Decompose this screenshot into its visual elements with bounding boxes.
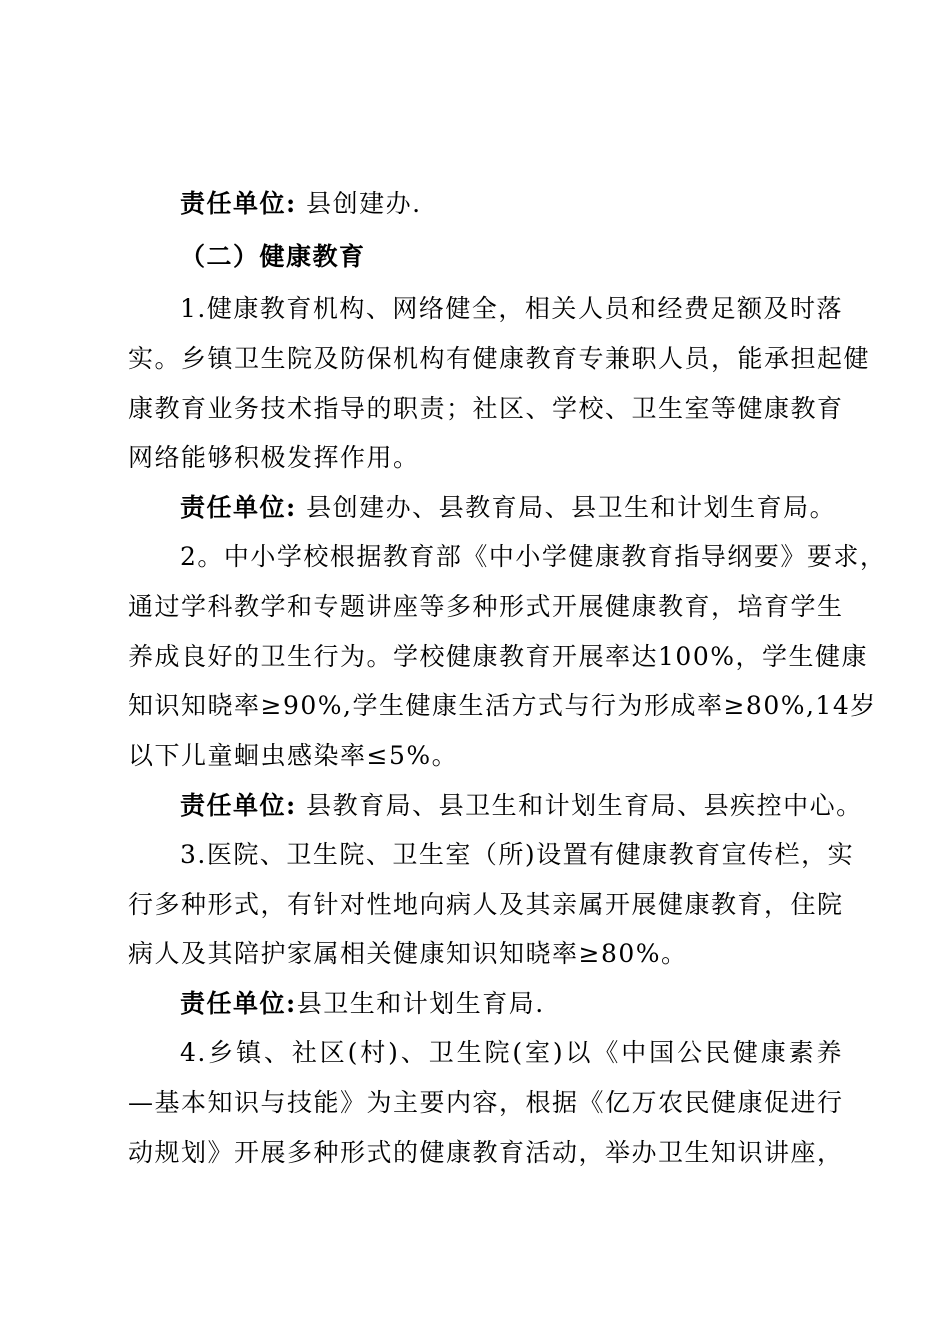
paragraph-line: 行多种形式，有针对性地向病人及其亲属开展健康教育，住院 xyxy=(128,890,844,919)
paragraph-line: 2。中小学校根据教育部《中小学健康教育指导纲要》要求， xyxy=(180,542,887,571)
responsibility-label: 责任单位: xyxy=(180,493,297,522)
paragraph-line: 通过学科教学和专题讲座等多种形式开展健康教育，培育学生 xyxy=(128,592,844,621)
paragraph-line: —基本知识与技能》为主要内容，根据《亿万农民健康促进行 xyxy=(128,1088,844,1117)
paragraph-line: 康教育业务技术指导的职责；社区、学校、卫生室等健康教育 xyxy=(128,394,844,423)
responsibility-line xyxy=(180,187,843,221)
paragraph-line: 3.医院、卫生院、卫生室（所)设置有健康教育宣传栏，实 xyxy=(180,840,855,869)
paragraph-line: 1.健康教育机构、网络健全，相关人员和经费足额及时落 xyxy=(180,294,843,323)
paragraph-line: 4.乡镇、社区(村)、卫生院(室)以《中国公民健康素养 xyxy=(180,1038,843,1067)
responsibility-line xyxy=(180,789,863,823)
responsibility-line xyxy=(180,987,843,1021)
responsibility-line xyxy=(180,491,843,525)
paragraph-line: 实。乡镇卫生院及防保机构有健康教育专兼职人员，能承担起健 xyxy=(128,344,871,373)
paragraph-line: 动规划》开展多种形式的健康教育活动，举办卫生知识讲座， xyxy=(128,1138,844,1167)
section-heading: （二）健康教育 xyxy=(180,242,366,271)
responsibility-label: 责任单位: xyxy=(180,189,297,218)
paragraph-line: 知识知晓率≥90%,学生健康生活方式与行为形成率≥80%,14岁 xyxy=(128,691,877,720)
responsibility-units: 县创建办. xyxy=(296,189,422,218)
paragraph-line: 以下儿童蛔虫感染率≤5%。 xyxy=(128,741,459,770)
paragraph-line: 病人及其陪护家属相关健康知识知晓率≥80%。 xyxy=(128,939,688,968)
responsibility-label: 责任单位: xyxy=(180,791,297,820)
paragraph-line: 网络能够积极发挥作用。 xyxy=(128,443,420,472)
paragraph-line: 养成良好的卫生行为。学校健康教育开展率达100%，学生健康 xyxy=(128,642,868,671)
responsibility-units: 县创建办、县教育局、县卫生和计划生育局。 xyxy=(296,493,837,522)
responsibility-units: 县卫生和计划生育局. xyxy=(296,989,545,1018)
responsibility-units: 县教育局、县卫生和计划生育局、县疾控中心。 xyxy=(296,791,863,820)
responsibility-label: 责任单位: xyxy=(180,989,297,1018)
